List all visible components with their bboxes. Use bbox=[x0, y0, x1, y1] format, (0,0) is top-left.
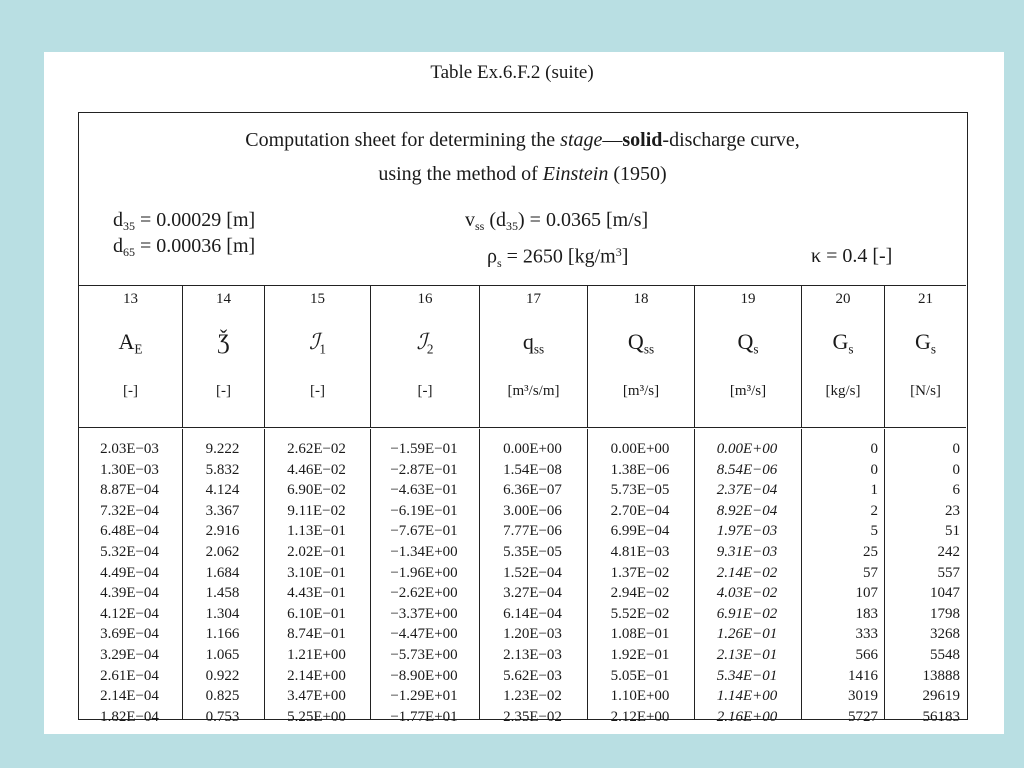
table-cell: 5.34E−01 bbox=[716, 667, 778, 684]
column-number: 16 bbox=[417, 291, 433, 307]
param-d65: $d_{65} = 0.00036$ [m] bbox=[113, 235, 256, 260]
column-number: 20 bbox=[835, 291, 851, 307]
data-column-14 bbox=[183, 429, 265, 725]
table-cell: 6.10E−01 bbox=[287, 605, 346, 622]
column-unit: [-] bbox=[123, 383, 138, 399]
table-cell: 3.00E−06 bbox=[503, 502, 562, 519]
param-vss: $v_{ss}$ $(d_{35}) = 0.0365$ [m/s] bbox=[465, 209, 649, 234]
table-cell: 9.11E−02 bbox=[287, 502, 346, 519]
column-unit: [m³/s] bbox=[622, 383, 660, 399]
table-cell: 4.49E−04 bbox=[100, 564, 159, 581]
column-number: 14 bbox=[216, 291, 231, 307]
column-symbol: $G_s$ bbox=[832, 329, 854, 357]
table-cell: 0 bbox=[870, 441, 878, 457]
column-unit: [m³/s] bbox=[729, 383, 767, 399]
table-cell: 8.54E−06 bbox=[716, 461, 778, 478]
table-cell: 5.52E−02 bbox=[610, 605, 670, 622]
table-cell: −6.19E−01 bbox=[390, 502, 458, 519]
table-cell: 0 bbox=[870, 461, 878, 478]
column-number: 19 bbox=[740, 291, 756, 307]
table-cell: 5548 bbox=[930, 647, 960, 663]
table-cell: 8.92E−04 bbox=[716, 502, 778, 519]
table-cell: 333 bbox=[855, 626, 878, 643]
table-cell: −1.59E−01 bbox=[390, 441, 458, 457]
table-cell: 1.97E−03 bbox=[716, 523, 778, 540]
column-symbol: ℐ$_1$ bbox=[309, 329, 326, 357]
column-header-17 bbox=[480, 285, 588, 427]
header-divider bbox=[79, 427, 966, 428]
table-cell: −4.63E−01 bbox=[390, 482, 458, 499]
table-cell: 1.065 bbox=[205, 647, 240, 663]
table-cell: −2.87E−01 bbox=[390, 461, 458, 478]
table-cell: 3.27E−04 bbox=[503, 585, 562, 602]
table-cell: 1.13E−01 bbox=[287, 523, 346, 540]
column-symbol: $Q_s$ bbox=[737, 329, 759, 357]
table-cell: 2.14E+00 bbox=[287, 667, 346, 684]
table-cell: 3268 bbox=[930, 626, 960, 643]
table-cell: 5.32E−04 bbox=[100, 544, 159, 560]
data-column-16 bbox=[371, 429, 480, 725]
table-cell: 4.03E−02 bbox=[716, 585, 778, 602]
table-cell: 1.92E−01 bbox=[610, 647, 670, 663]
table-cell: 1 bbox=[870, 482, 878, 499]
column-symbol: Ǯ bbox=[217, 329, 230, 354]
table-cell: 1.304 bbox=[205, 605, 240, 622]
table-cell: 6.14E−04 bbox=[503, 605, 562, 622]
table-cell: 2.35E−02 bbox=[503, 708, 562, 725]
column-unit: [-] bbox=[417, 383, 433, 399]
table-cell: 566 bbox=[855, 647, 878, 663]
table-cell: 5.25E+00 bbox=[287, 708, 346, 725]
table-cell: 2.13E−03 bbox=[503, 647, 562, 663]
table-cell: 5.05E−01 bbox=[610, 667, 670, 684]
column-symbol: ℐ$_2$ bbox=[416, 329, 434, 357]
table-cell: 107 bbox=[855, 585, 878, 602]
column-unit: [-] bbox=[310, 383, 325, 399]
table-cell: 1.23E−02 bbox=[503, 688, 562, 705]
table-cell: 0.825 bbox=[205, 688, 240, 705]
column-number: 21 bbox=[918, 291, 933, 307]
table-cell: 2.12E+00 bbox=[610, 708, 670, 725]
table-cell: −2.62E+00 bbox=[390, 585, 458, 602]
table-cell: 557 bbox=[937, 564, 960, 581]
table-caption: Table Ex.6.F.2 (suite) bbox=[430, 62, 594, 83]
table-cell: 1.08E−01 bbox=[610, 626, 670, 643]
param-rho-s: $\rho_s = 2650$ $[kg/m^3]$ bbox=[487, 245, 629, 270]
table-cell: 4.39E−04 bbox=[100, 585, 159, 602]
table-cell: 3.29E−04 bbox=[100, 647, 159, 663]
column-unit: [kg/s] bbox=[825, 383, 861, 399]
table-cell: −8.90E+00 bbox=[390, 667, 458, 684]
data-column-20 bbox=[802, 429, 885, 725]
sheet-header bbox=[79, 113, 966, 286]
table-cell: 5.35E−05 bbox=[503, 544, 562, 560]
table-cell: 0.00E+00 bbox=[716, 441, 778, 457]
column-header-16 bbox=[371, 285, 480, 427]
table-cell: 3.367 bbox=[205, 502, 240, 519]
table-cell: 9.31E−03 bbox=[716, 544, 778, 560]
column-symbol: $A_E$ bbox=[118, 329, 143, 357]
column-number: 18 bbox=[633, 291, 649, 307]
table-cell: −5.73E+00 bbox=[390, 647, 458, 663]
table-cell: 1416 bbox=[848, 667, 878, 684]
table-cell: 1.20E−03 bbox=[503, 626, 562, 643]
table-cell: −1.29E+01 bbox=[390, 688, 458, 705]
table-cell: 4.43E−01 bbox=[287, 585, 346, 602]
computation-sheet bbox=[78, 112, 968, 725]
table-cell: 2.062 bbox=[205, 544, 240, 560]
table-cell: 2.94E−02 bbox=[610, 585, 670, 602]
table-cell: 1.166 bbox=[205, 626, 240, 643]
table-cell: 0.00E+00 bbox=[503, 441, 562, 457]
column-header-18 bbox=[588, 285, 695, 427]
table-cell: 1.37E−02 bbox=[610, 564, 670, 581]
table-cell: 9.222 bbox=[205, 441, 240, 457]
table-cell: 3019 bbox=[848, 688, 878, 705]
table-cell: 13888 bbox=[922, 667, 960, 684]
table-cell: 2.16E+00 bbox=[716, 708, 778, 725]
table-cell: 0.922 bbox=[205, 667, 240, 684]
table-cell: 2.61E−04 bbox=[100, 667, 159, 684]
column-number: 17 bbox=[526, 291, 541, 307]
table-cell: 2.02E−01 bbox=[287, 544, 346, 560]
table-cell: −3.37E+00 bbox=[390, 605, 458, 622]
table-cell: 1.26E−01 bbox=[716, 626, 778, 643]
column-symbol: $Q_{ss}$ bbox=[627, 329, 655, 357]
table-cell: 0 bbox=[952, 441, 960, 457]
column-header-14 bbox=[183, 285, 265, 427]
table-cell: 3.69E−04 bbox=[100, 626, 159, 643]
column-number: 15 bbox=[310, 291, 325, 307]
sheet-title-line2: using the method of Einstein (1950) bbox=[378, 163, 667, 185]
table-cell: 1.14E+00 bbox=[716, 688, 778, 705]
table-cell: 6.48E−04 bbox=[100, 523, 159, 540]
table-cell: 2.14E−02 bbox=[716, 564, 778, 581]
table-cell: 8.87E−04 bbox=[100, 482, 159, 499]
table-cell: 4.81E−03 bbox=[610, 544, 670, 560]
table-cell: 1.52E−04 bbox=[503, 564, 562, 581]
column-header-19 bbox=[695, 285, 802, 427]
table-cell: 1.458 bbox=[205, 585, 240, 602]
table-cell: 2.03E−03 bbox=[100, 441, 159, 457]
data-column-19 bbox=[695, 429, 802, 725]
table-cell: 1.54E−08 bbox=[503, 461, 562, 478]
table-cell: 7.77E−06 bbox=[503, 523, 562, 540]
table-cell: 5.832 bbox=[205, 461, 240, 478]
table-cell: 29619 bbox=[922, 688, 960, 705]
table-cell: 25 bbox=[863, 544, 878, 560]
data-column-13 bbox=[79, 429, 183, 725]
table-cell: 5.62E−03 bbox=[503, 667, 562, 684]
table-cell: 0.753 bbox=[205, 708, 240, 725]
table-cell: 2.13E−01 bbox=[716, 647, 778, 663]
param-kappa: κ = 0.4 [-] bbox=[811, 245, 893, 267]
table-cell: 6.90E−02 bbox=[287, 482, 346, 499]
table-cell: −4.47E+00 bbox=[390, 626, 458, 643]
table-cell: 4.46E−02 bbox=[287, 461, 346, 478]
table-cell: 2.37E−04 bbox=[716, 482, 778, 499]
column-unit: [-] bbox=[216, 383, 231, 399]
table-cell: 1047 bbox=[930, 585, 960, 602]
table-cell: 2.14E−04 bbox=[100, 688, 159, 705]
data-column-21 bbox=[885, 429, 966, 725]
table-cell: 8.74E−01 bbox=[287, 626, 346, 643]
table-cell: 1.684 bbox=[205, 564, 240, 581]
table-cell: 1.82E−04 bbox=[100, 708, 159, 725]
table-cell: 3.47E+00 bbox=[287, 688, 346, 705]
table-cell: 4.124 bbox=[205, 482, 240, 499]
table-cell: 56183 bbox=[922, 708, 960, 725]
table-cell: 6.36E−07 bbox=[503, 482, 562, 499]
table-cell: 1798 bbox=[930, 605, 960, 622]
table-cell: 3.10E−01 bbox=[287, 564, 346, 581]
table-cell: 6.99E−04 bbox=[610, 523, 670, 540]
table-cell: 0.00E+00 bbox=[610, 441, 670, 457]
table-cell: 1.10E+00 bbox=[610, 688, 670, 705]
table-cell: 57 bbox=[863, 564, 878, 581]
table-cell: 183 bbox=[855, 605, 878, 622]
column-header-20 bbox=[802, 285, 885, 427]
table-cell: 242 bbox=[937, 544, 960, 560]
table-cell: 2.916 bbox=[205, 523, 240, 540]
param-d35: $d_{35} = 0.00029$ [m] bbox=[113, 209, 256, 234]
table-cell: 6 bbox=[952, 482, 960, 499]
table-cell: 5727 bbox=[848, 708, 878, 725]
column-unit: [m³/s/m] bbox=[507, 383, 560, 399]
table-cell: 4.12E−04 bbox=[100, 605, 159, 622]
sheet-title-line1: Computation sheet for determining the stage—solid-discharge curve, bbox=[245, 129, 800, 151]
table-cell: 7.32E−04 bbox=[100, 502, 159, 519]
column-header-13 bbox=[79, 285, 183, 427]
table-cell: 5 bbox=[870, 523, 878, 540]
table-cell: 1.30E−03 bbox=[100, 461, 159, 478]
column-symbol: $q_{ss}$ bbox=[522, 329, 545, 357]
table-cell: −1.34E+00 bbox=[390, 544, 458, 560]
table-cell: 2.70E−04 bbox=[610, 502, 670, 519]
table-cell: 6.91E−02 bbox=[716, 605, 778, 622]
table-cell: 23 bbox=[945, 502, 960, 519]
table-cell: 51 bbox=[945, 523, 960, 540]
data-column-15 bbox=[265, 429, 371, 725]
column-header-21 bbox=[885, 285, 966, 427]
table-cell: 2 bbox=[870, 502, 878, 519]
column-header-15 bbox=[265, 285, 371, 427]
table-cell: 1.21E+00 bbox=[287, 647, 346, 663]
column-unit: [N/s] bbox=[910, 383, 941, 399]
table-cell: 1.38E−06 bbox=[610, 461, 670, 478]
table-cell: −1.96E+00 bbox=[390, 564, 458, 581]
table-cell: −7.67E−01 bbox=[390, 523, 458, 540]
table-cell: 5.73E−05 bbox=[610, 482, 670, 499]
column-number: 13 bbox=[123, 291, 138, 307]
data-column-17 bbox=[480, 429, 588, 725]
table-cell: 0 bbox=[952, 461, 960, 478]
table-cell: 2.62E−02 bbox=[287, 441, 346, 457]
table-cell: −1.77E+01 bbox=[390, 708, 458, 725]
data-column-18 bbox=[588, 429, 695, 725]
column-symbol: $G_s$ bbox=[914, 329, 937, 357]
